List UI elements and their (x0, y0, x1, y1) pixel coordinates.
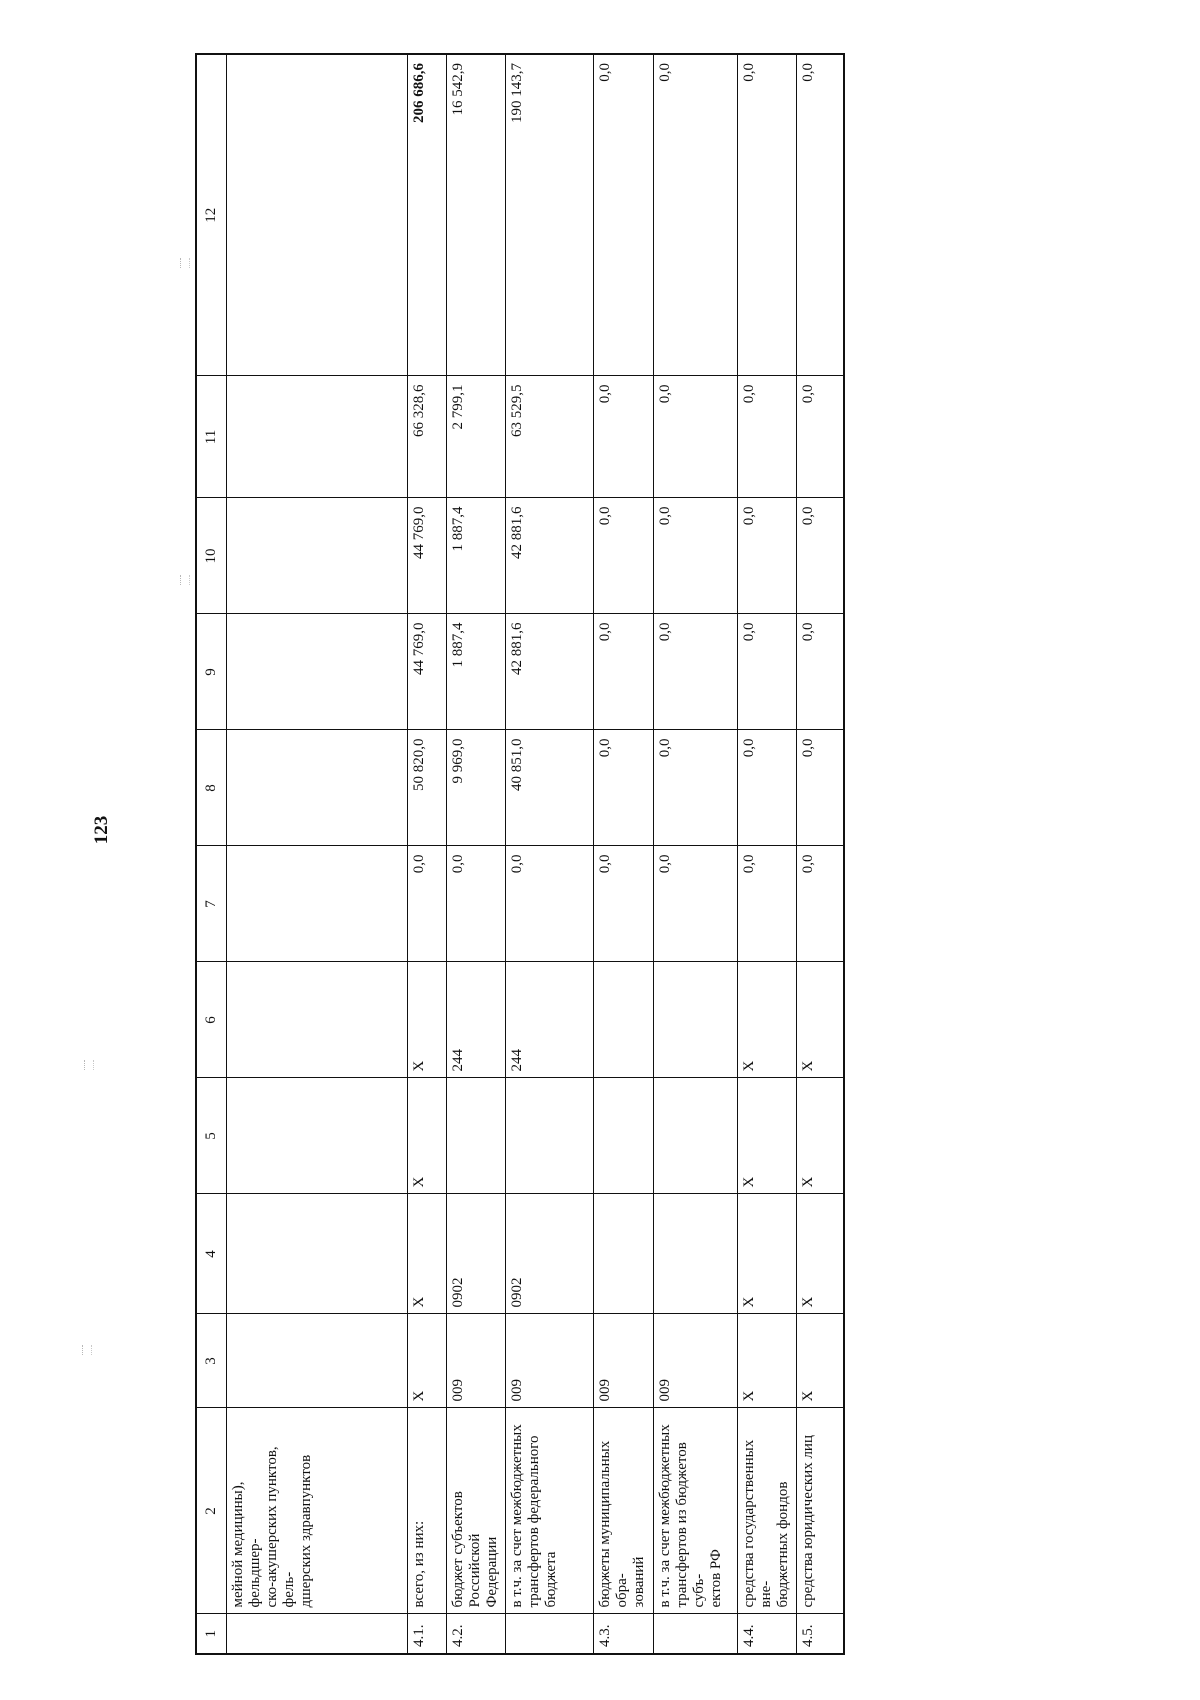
row-col-4: 0902 (446, 1194, 505, 1314)
row-col-8: 0,0 (653, 730, 737, 846)
row-col-5 (506, 1078, 594, 1194)
continuation-empty-cell (227, 962, 407, 1078)
budget-table-rotated (195, 55, 845, 1655)
row-col-6: 244 (446, 962, 505, 1078)
table-row (737, 54, 796, 1654)
row-col-8: 0,0 (594, 730, 653, 846)
header-col-1: 1 (196, 1614, 227, 1654)
row-col-10: 0,0 (737, 498, 796, 614)
header-col-11: 11 (196, 376, 227, 498)
page-number: 123 (91, 815, 112, 845)
row-col-9: 44 769,0 (407, 614, 446, 730)
row-name-line: всего, из них: (410, 1520, 427, 1608)
row-col-9: 1 887,4 (446, 614, 505, 730)
row-col-4: X (737, 1194, 796, 1314)
continuation-empty-cell (227, 730, 407, 846)
row-col-3: 009 (594, 1314, 653, 1408)
row-col-11: 2 799,1 (446, 376, 505, 498)
continuation-num-cell (227, 1614, 407, 1654)
row-col-8: 40 851,0 (506, 730, 594, 846)
row-col-5: X (797, 1078, 844, 1194)
header-row (196, 54, 227, 1654)
row-name-line: в т.ч. за счет межбюджетных (509, 1424, 526, 1608)
row-col-9: 0,0 (797, 614, 844, 730)
row-col-8: 50 820,0 (407, 730, 446, 846)
row-name-line: трансфертов федерального (526, 1435, 543, 1608)
budget-table-wrapper (195, 55, 845, 1655)
row-name (446, 1408, 505, 1614)
row-col-7: 0,0 (594, 846, 653, 962)
row-col-8: 0,0 (737, 730, 796, 846)
continuation-empty-cell (227, 498, 407, 614)
row-col-10: 44 769,0 (407, 498, 446, 614)
row-number (506, 1614, 594, 1654)
row-col-4: 0902 (506, 1194, 594, 1314)
row-col-6 (653, 962, 737, 1078)
row-col-7: 0,0 (797, 846, 844, 962)
row-col-7: 0,0 (506, 846, 594, 962)
row-col-11: 0,0 (797, 376, 844, 498)
table-row (446, 54, 505, 1654)
row-name (737, 1408, 796, 1614)
row-col-11: 66 328,6 (407, 376, 446, 498)
row-name-line: ектов РФ (707, 1549, 724, 1608)
continuation-empty-cell (227, 1194, 407, 1314)
row-name (653, 1408, 737, 1614)
row-name (797, 1408, 844, 1614)
row-col-3: 009 (506, 1314, 594, 1408)
row-name-line: средства государственных вне- (740, 1439, 774, 1608)
row-col-9: 0,0 (653, 614, 737, 730)
row-col-3: 009 (446, 1314, 505, 1408)
table-row (407, 54, 446, 1654)
continuation-line: мейной медицины), фельдшер- (230, 1481, 264, 1608)
row-number (653, 1614, 737, 1654)
row-col-3: X (797, 1314, 844, 1408)
budget-table (195, 53, 845, 1655)
row-name-line: зований (631, 1556, 648, 1608)
header-col-2: 2 (196, 1408, 227, 1614)
continuation-empty-cell (227, 1078, 407, 1194)
row-col-12: 206 686,6 (407, 54, 446, 376)
continuation-empty-cell (227, 54, 407, 376)
row-col-11: 63 529,5 (506, 376, 594, 498)
continuation-empty-cell (227, 376, 407, 498)
header-col-9: 9 (196, 614, 227, 730)
row-col-12: 16 542,9 (446, 54, 505, 376)
table-row (797, 54, 844, 1654)
row-name-line: трансфертов из бюджетов субъ- (673, 1442, 707, 1608)
continuation-line: дшерских здравпунктов (298, 1454, 315, 1608)
row-number: 4.3. (594, 1614, 653, 1654)
row-number: 4.2. (446, 1614, 505, 1654)
table-row (506, 54, 594, 1654)
row-col-10: 0,0 (594, 498, 653, 614)
row-name (594, 1408, 653, 1614)
row-name-line: в т.ч. за счет межбюджетных (656, 1424, 673, 1608)
row-number: 4.4. (737, 1614, 796, 1654)
row-col-9: 42 881,6 (506, 614, 594, 730)
row-col-4 (594, 1194, 653, 1314)
continuation-line: ско-акушерских пунктов, фель- (264, 1446, 298, 1608)
row-name-line: бюджета (543, 1551, 560, 1608)
header-col-4: 4 (196, 1194, 227, 1314)
row-col-11: 0,0 (737, 376, 796, 498)
continuation-row (227, 54, 407, 1654)
row-col-10: 0,0 (653, 498, 737, 614)
row-col-5: X (737, 1078, 796, 1194)
row-col-12: 0,0 (653, 54, 737, 376)
row-col-6: X (737, 962, 796, 1078)
continuation-empty-cell (227, 614, 407, 730)
row-col-12: 190 143,7 (506, 54, 594, 376)
row-col-12: 0,0 (594, 54, 653, 376)
row-col-8: 0,0 (797, 730, 844, 846)
header-col-7: 7 (196, 846, 227, 962)
continuation-empty-cell (227, 846, 407, 962)
scan-speck-3 (180, 258, 190, 268)
row-col-5: X (407, 1078, 446, 1194)
row-name (407, 1408, 446, 1614)
header-col-3: 3 (196, 1314, 227, 1408)
row-col-6: X (797, 962, 844, 1078)
row-col-6 (594, 962, 653, 1078)
table-row (594, 54, 653, 1654)
row-name-line: бюджеты муниципальных обра- (597, 1440, 631, 1608)
scan-speck-1 (84, 1060, 94, 1070)
row-col-11: 0,0 (594, 376, 653, 498)
header-col-5: 5 (196, 1078, 227, 1194)
row-col-12: 0,0 (797, 54, 844, 376)
continuation-empty-cell (227, 1314, 407, 1408)
header-col-12: 12 (196, 54, 227, 376)
row-col-6: 244 (506, 962, 594, 1078)
row-col-5 (653, 1078, 737, 1194)
scan-speck-4 (180, 575, 190, 585)
scan-speck-2 (82, 1345, 92, 1355)
row-col-5 (446, 1078, 505, 1194)
row-number: 4.1. (407, 1614, 446, 1654)
row-col-10: 42 881,6 (506, 498, 594, 614)
row-col-6: X (407, 962, 446, 1078)
row-name-line: Федерации (483, 1536, 500, 1608)
row-col-3: 009 (653, 1314, 737, 1408)
header-col-10: 10 (196, 498, 227, 614)
row-col-10: 1 887,4 (446, 498, 505, 614)
row-col-11: 0,0 (653, 376, 737, 498)
row-col-3: X (407, 1314, 446, 1408)
row-col-12: 0,0 (737, 54, 796, 376)
row-col-7: 0,0 (446, 846, 505, 962)
row-name (506, 1408, 594, 1614)
row-col-4: X (407, 1194, 446, 1314)
header-col-8: 8 (196, 730, 227, 846)
row-col-5 (594, 1078, 653, 1194)
row-col-8: 9 969,0 (446, 730, 505, 846)
row-col-9: 0,0 (594, 614, 653, 730)
row-col-9: 0,0 (737, 614, 796, 730)
row-col-3: X (737, 1314, 796, 1408)
row-col-10: 0,0 (797, 498, 844, 614)
row-number: 4.5. (797, 1614, 844, 1654)
row-col-7: 0,0 (653, 846, 737, 962)
header-col-6: 6 (196, 962, 227, 1078)
row-name-line: бюджет субъектов Российской (449, 1491, 483, 1608)
table-row (653, 54, 737, 1654)
row-col-7: 0,0 (407, 846, 446, 962)
row-col-7: 0,0 (737, 846, 796, 962)
row-col-4: X (797, 1194, 844, 1314)
row-name-line: бюджетных фондов (774, 1481, 791, 1608)
row-col-4 (653, 1194, 737, 1314)
continuation-name-cell (227, 1408, 407, 1614)
row-name-line: средства юридических лиц (800, 1435, 817, 1608)
